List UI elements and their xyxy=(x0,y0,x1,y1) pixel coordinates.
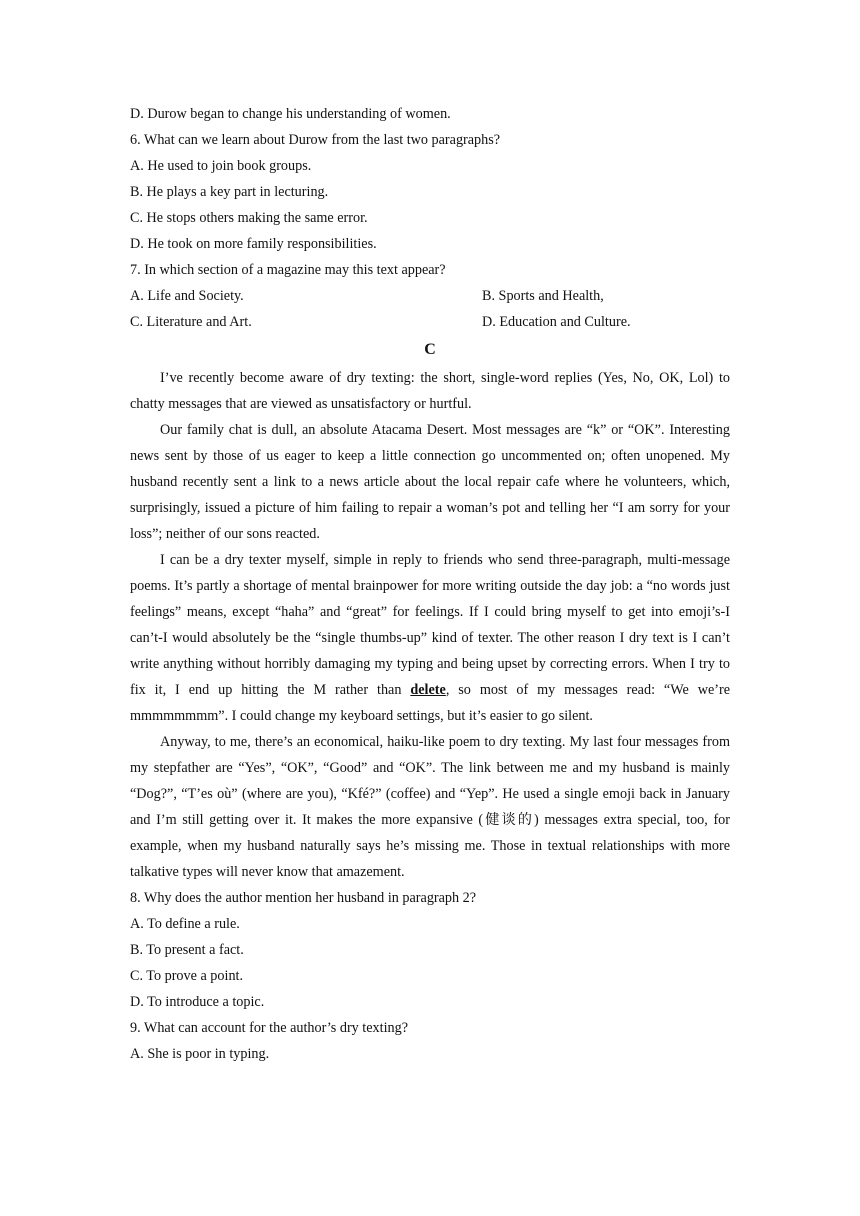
q7-option-c: C. Literature and Art. xyxy=(130,314,252,330)
q5-option-d: D. Durow began to change his understanding of women. xyxy=(130,106,451,122)
paragraph-3-text-end: , so most of my messages read: “We we’re mmmmmmmm”. I could change my keyboard settings, but it’s easier to go silent. xyxy=(130,682,730,724)
exam-page xyxy=(130,101,730,1067)
q6-option-c: C. He stops others making the same error. xyxy=(130,210,368,226)
section-heading: C xyxy=(424,341,436,358)
q8-option-d: D. To introduce a topic. xyxy=(130,994,265,1010)
q7-option-a: A. Life and Society. xyxy=(130,288,244,304)
passage-paragraph-3 xyxy=(130,547,730,729)
q7-option-b: B. Sports and Health, xyxy=(482,288,604,304)
passage-paragraph-4: Anyway, to me, there’s an economical, haiku-like poem to dry texting. My last four messages from my stepfather are “Yes”, “OK”, “Good” and “OK”. The link between me and my husband is mainly “Dog?”, “T’es où” (where are you), “Kfé?” (coffee) and “Yep”. He used a single emoji back in January and I’m still getting over it. It makes the more expansive (健谈的) messages extra special, too, for example, when my husband naturally says he’s missing me. Those in textual relationships with more talkative types will never know that amazement. xyxy=(130,734,730,880)
q8-option-b: B. To present a fact. xyxy=(130,942,244,958)
q7-options-row-2 xyxy=(130,309,730,335)
q6-option-d: D. He took on more family responsibilities. xyxy=(130,236,377,252)
underlined-keyword: delete xyxy=(410,682,446,698)
q6-option-a: A. He used to join book groups. xyxy=(130,158,312,174)
q8-option-a: A. To define a rule. xyxy=(130,916,240,932)
paragraph-3-text-start: I can be a dry texter myself, simple in reply to friends who send three-paragraph, multi-message poems. It’s partly a shortage of mental brainpower for more writing outside the day job: a “no words just feelings” means, except “haha” and “great” for feelings. If I could bring myself to get into emoji’s-I can’t-I would absolutely be the “single thumbs-up” kind of texter. The other reason I dry text is I can’t write anything without horribly damaging my typing and being upset by correcting errors. When I try to fix it, I end up hitting the M rather than xyxy=(130,552,730,698)
q6-question: 6. What can we learn about Durow from the last two paragraphs? xyxy=(130,132,501,148)
passage-paragraph-1: I’ve recently become aware of dry texting: the short, single-word replies (Yes, No, OK, Lol) to chatty messages that are viewed as unsatisfactory or hurtful. xyxy=(130,370,730,412)
passage-paragraph-2: Our family chat is dull, an absolute Atacama Desert. Most messages are “k” or “OK”. Interesting news sent by those of us eager to keep a little connection go uncommented on; often unopened. My husband recently sent a link to a news article about the local repair cafe where he volunteers, which, surprisingly, issued a picture of him failing to repair a woman’s pot and telling her “I am sorry for your loss”; neither of our sons reacted. xyxy=(130,422,730,542)
q7-question: 7. In which section of a magazine may this text appear? xyxy=(130,262,446,278)
q9-option-a: A. She is poor in typing. xyxy=(130,1046,270,1062)
q7-option-d: D. Education and Culture. xyxy=(482,314,631,330)
q7-options-row-1 xyxy=(130,283,730,309)
q8-option-c: C. To prove a point. xyxy=(130,968,244,984)
q8-question: 8. Why does the author mention her husband in paragraph 2? xyxy=(130,890,477,906)
q9-question: 9. What can account for the author’s dry texting? xyxy=(130,1020,409,1036)
q6-option-b: B. He plays a key part in lecturing. xyxy=(130,184,329,200)
